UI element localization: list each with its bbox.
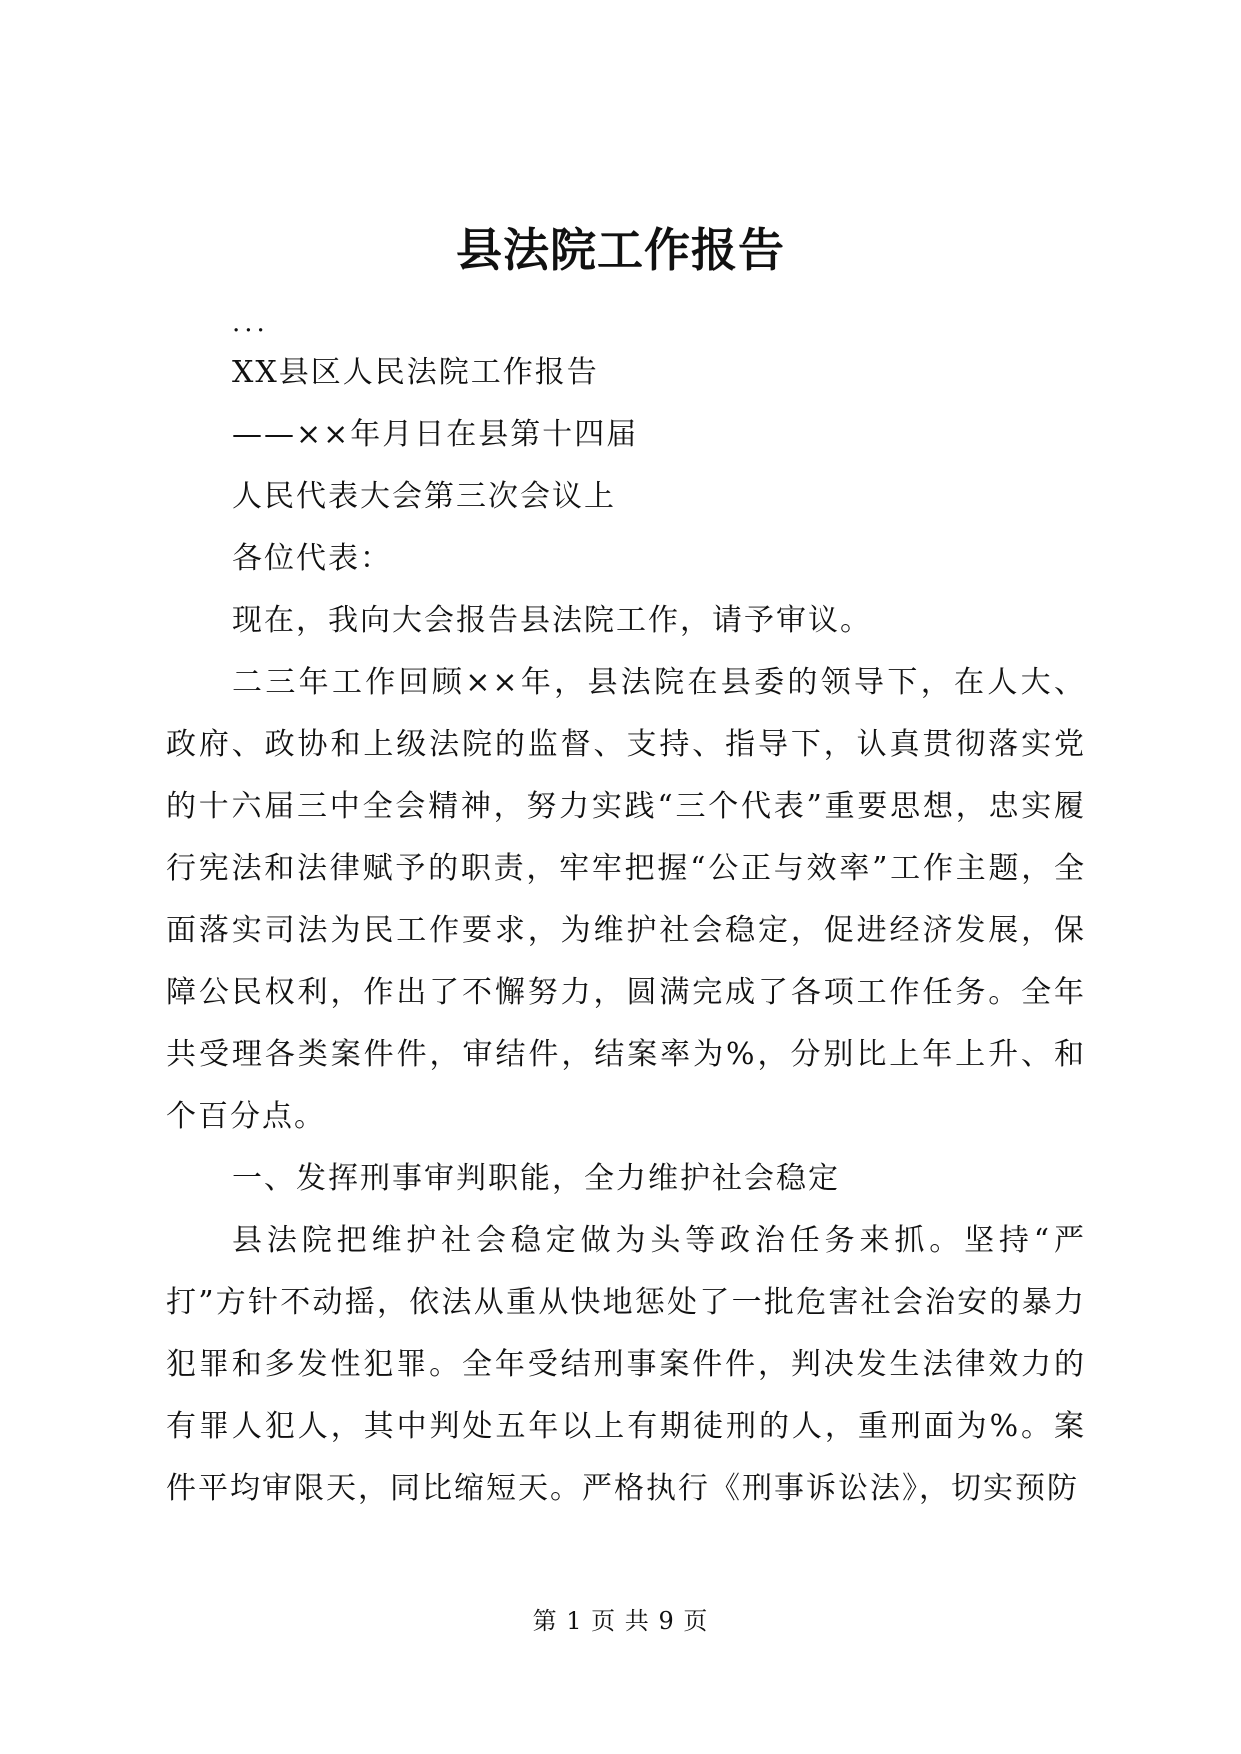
criminal-paragraph: 县法院把维护社会稳定做为头等政治任务来抓。坚持“严打”方针不动摇，依法从重从快地惩处了一批危害社会治安的暴力犯罪和多发性犯罪。全年受结刑事案件件，判决发生法律效力的有罪人犯人，其中判处五年以上有期徒刑的人，重刑面为%。案件平均审限天，同比缩短天。严格执行《刑事诉讼法》，切实预防	[166, 1223, 1086, 1506]
section-heading-criminal: 一、发挥刑事审判职能，全力维护社会稳定	[232, 1161, 840, 1196]
page-number-footer: 第 1 页 共 9 页	[532, 1607, 709, 1635]
document-title: 县法院工作报告	[456, 223, 785, 277]
intro-paragraph: 现在，我向大会报告县法院工作，请予审议。	[232, 603, 872, 638]
ellipsis-line: ...	[232, 308, 269, 338]
document-body	[166, 304, 1086, 1520]
review-paragraph: 二三年工作回顾××年，县法院在县委的领导下，在人大、政府、政协和上级法院的监督、支持、指导下，认真贯彻落实党的十六届三中全会精神，努力实践“三个代表”重要思想，忠实履行宪法和法律赋予的职责，牢牢把握“公正与效率”工作主题，全面落实司法为民工作要求，为维护社会稳定，促进经济发展，保障公民权利，作出了不懈努力，圆满完成了各项工作任务。全年共受理各类案件件，审结件，结案率为%，分别比上年上升、和个百分点。	[166, 665, 1086, 1134]
report-heading: XX县区人民法院工作报告	[232, 355, 599, 390]
report-subheading-meeting: 人民代表大会第三次会议上	[232, 479, 616, 514]
salutation: 各位代表：	[232, 541, 392, 576]
report-subheading-date: ——××年月日在县第十四届	[232, 417, 639, 452]
